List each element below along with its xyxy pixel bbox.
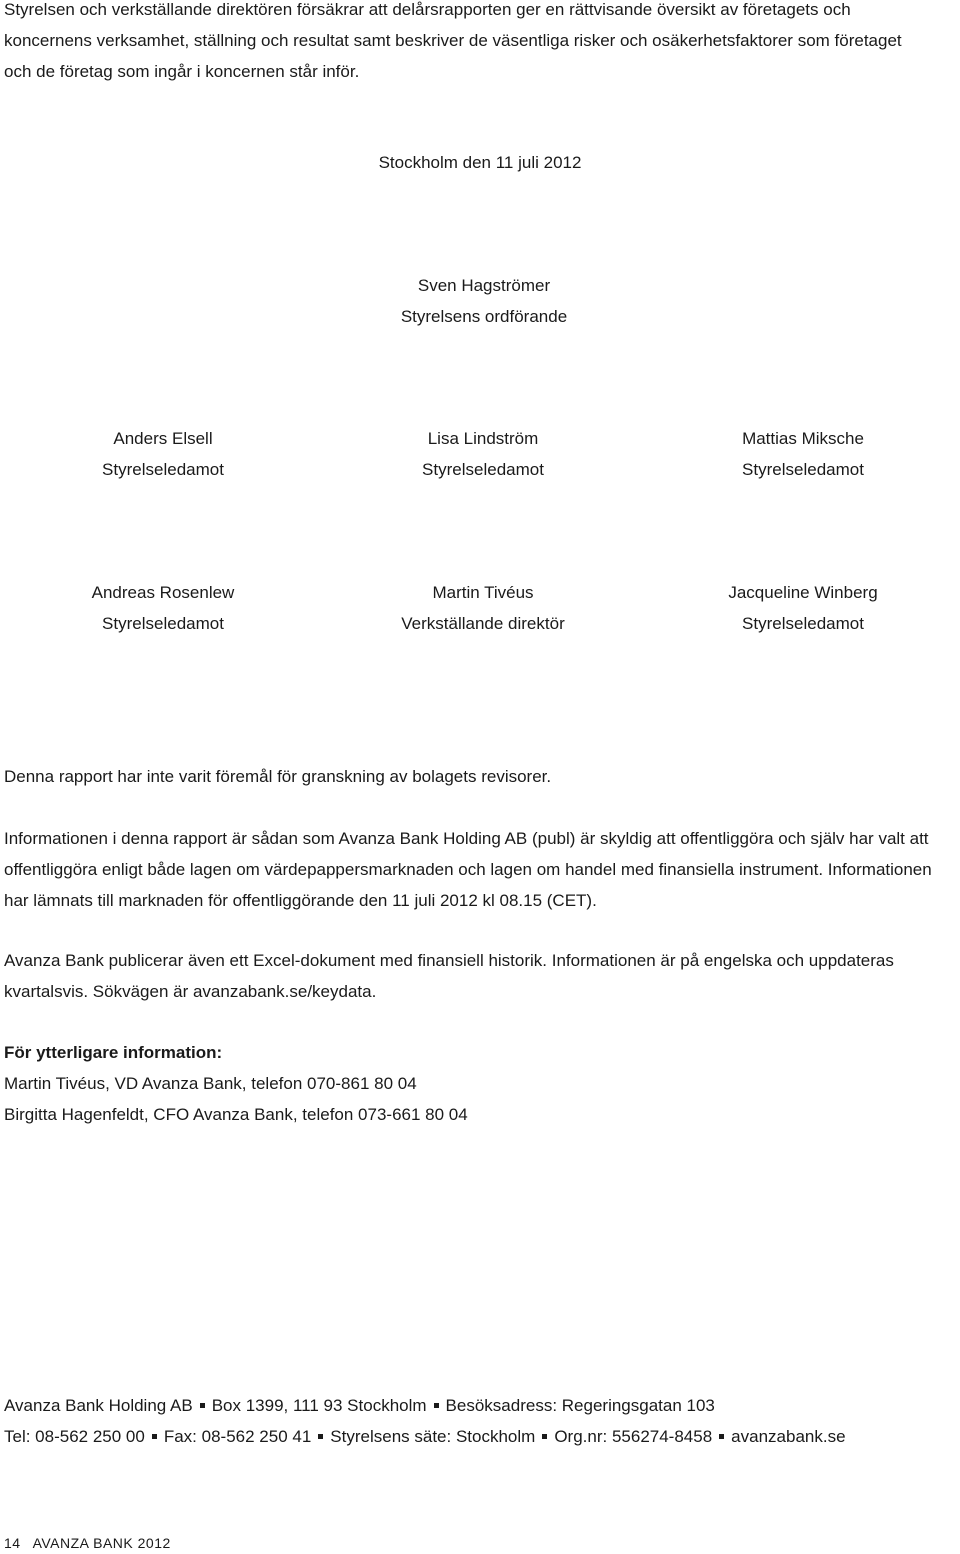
intro-paragraph — [4, 0, 902, 87]
contact-line-2: Birgitta Hagenfeldt, CFO Avanza Bank, telefon 073-661 80 04 — [4, 1105, 468, 1124]
website-link[interactable]: avanzabank.se — [731, 1427, 846, 1446]
excel-paragraph — [4, 945, 894, 1007]
company-name: Avanza Bank Holding AB — [4, 1396, 193, 1415]
signatory-title: Styrelseledamot — [742, 614, 864, 633]
signatory-title: Styrelsens ordförande — [400, 307, 568, 326]
signature-block — [323, 577, 643, 639]
separator-square-icon — [434, 1403, 439, 1408]
separator-square-icon — [200, 1403, 205, 1408]
info-line-2: offentliggöra enligt både lagen om värdepappersmarknaden och lagen om handel med finansiella instrument. Informationen — [4, 860, 932, 879]
signatory-name: Mattias Miksche — [742, 429, 864, 448]
postal-address: Box 1399, 111 93 Stockholm — [211, 1396, 427, 1415]
contact-section — [4, 1037, 468, 1130]
signatory-name: Lisa Lindström — [427, 429, 539, 448]
intro-line-2: koncernens verksamhet, ställning och resultat samt beskriver de väsentliga risker och osäkerhetsfaktorer som företaget — [4, 31, 902, 50]
signature-block — [643, 577, 960, 639]
phone: Tel: 08-562 250 00 — [4, 1427, 145, 1446]
info-line-1: Informationen i denna rapport är sådan som Avanza Bank Holding AB (publ) är skyldig att offentliggöra och själv har valt att — [4, 829, 929, 848]
visiting-address: Besöksadress: Regeringsgatan 103 — [445, 1396, 715, 1415]
page-footer — [4, 1533, 171, 1553]
separator-square-icon — [152, 1434, 157, 1439]
intro-line-3: och de företag som ingår i koncernen står inför. — [4, 62, 360, 81]
contact-heading: För ytterligare information: — [4, 1043, 223, 1062]
signatory-name: Sven Hagströmer — [417, 276, 551, 295]
signatory-title: Verkställande direktör — [401, 614, 565, 633]
signature-block — [3, 423, 323, 485]
separator-square-icon — [318, 1434, 323, 1439]
excel-line-1: Avanza Bank publicerar även ett Excel-dokument med finansiell historik. Informationen är på engelska och uppdateras — [4, 951, 894, 970]
company-footer-line-1 — [4, 1390, 846, 1421]
signature-block — [323, 423, 643, 485]
signature-chairman — [324, 270, 644, 332]
signatory-name: Jacqueline Winberg — [728, 583, 878, 602]
signatory-title: Styrelseledamot — [422, 460, 544, 479]
separator-square-icon — [542, 1434, 547, 1439]
signatory-name: Martin Tivéus — [432, 583, 534, 602]
registered-office: Styrelsens säte: Stockholm — [330, 1427, 536, 1446]
separator-square-icon — [719, 1434, 724, 1439]
page-number: 14 — [4, 1535, 21, 1551]
company-footer-line-2 — [4, 1421, 846, 1452]
signature-block — [643, 423, 960, 485]
company-footer — [4, 1390, 846, 1452]
signatory-name: Andreas Rosenlew — [91, 583, 235, 602]
signatory-title: Styrelseledamot — [742, 460, 864, 479]
review-note: Denna rapport har inte varit föremål för granskning av bolagets revisorer. — [4, 767, 552, 786]
place-date: Stockholm den 11 juli 2012 — [378, 153, 582, 172]
contact-line-1: Martin Tivéus, VD Avanza Bank, telefon 070-861 80 04 — [4, 1074, 417, 1093]
intro-line-1: Styrelsen och verkställande direktören försäkrar att delårsrapporten ger en rättvisande översikt av företagets och — [4, 0, 851, 19]
signatory-name: Anders Elsell — [113, 429, 213, 448]
excel-line-2: kvartalsvis. Sökvägen är avanzabank.se/keydata. — [4, 982, 377, 1001]
signature-block — [3, 577, 323, 639]
fax: Fax: 08-562 250 41 — [163, 1427, 312, 1446]
org-number: Org.nr: 556274-8458 — [554, 1427, 713, 1446]
signatory-title: Styrelseledamot — [102, 614, 224, 633]
publication-name: AVANZA BANK 2012 — [32, 1535, 171, 1551]
info-line-3: har lämnats till marknaden för offentliggörande den 11 juli 2012 kl 08.15 (CET). — [4, 891, 597, 910]
info-paragraph — [4, 823, 932, 916]
signatory-title: Styrelseledamot — [102, 460, 224, 479]
